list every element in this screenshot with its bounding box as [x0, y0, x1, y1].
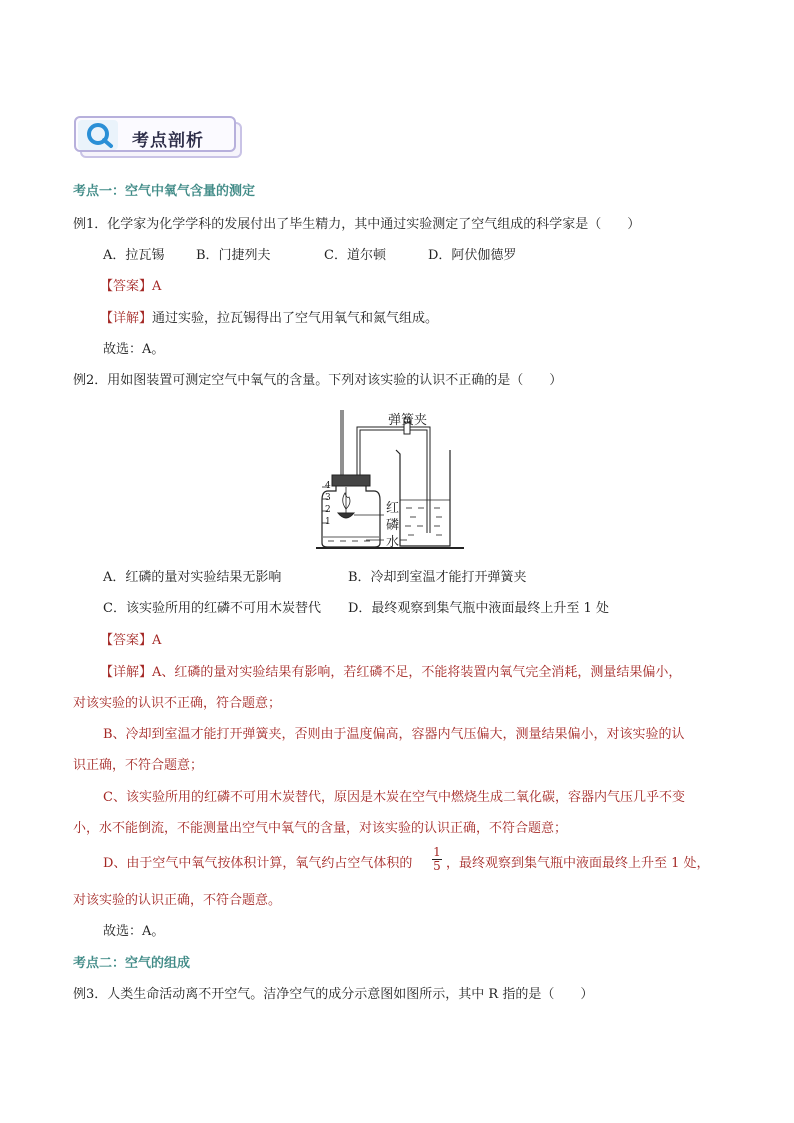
- q1-stem: 例1．化学家为化学学科的发展付出了毕生精力，其中通过实验测定了空气组成的科学家是（ ）: [73, 217, 641, 232]
- phosphorus-label-1: 红: [386, 501, 400, 516]
- q1-answer: [100, 278, 161, 296]
- q1-detail-text: 通过实验，拉瓦锡得出了空气用氧气和氮气组成。: [152, 311, 439, 326]
- q2-answer-tag: 【答案】: [100, 633, 153, 648]
- scale-3: 3: [325, 493, 331, 503]
- q2-detail-d-line1b: ，最终观察到集气瓶中液面最终上升至 1 处，: [446, 856, 710, 871]
- q1-detail-tag: 【详解】: [100, 311, 153, 326]
- q2-detail-tag: 【详解】: [100, 665, 153, 680]
- q2-detail-b-line2: 识正确，不符合题意；: [73, 758, 204, 773]
- banner-title: 考点剖析: [132, 131, 204, 151]
- q2-answer-value: A: [152, 633, 162, 648]
- fraction-numerator: 1: [433, 845, 441, 859]
- banner-frame: [74, 116, 236, 152]
- clip-label: 弹簧夹: [388, 413, 428, 428]
- search-icon: [84, 121, 118, 149]
- scale-4: 4: [325, 481, 331, 491]
- q1-option-a: A．拉瓦锡: [103, 248, 165, 263]
- q2-answer: [100, 632, 161, 650]
- q2-detail-a-text: A、红磷的量对实验结果有影响，若红磷不足，不能将装置内氧气完全消耗，测量结果偏小，: [152, 665, 682, 680]
- phosphorus-label-2: 磷: [386, 518, 400, 533]
- q2-option-b: B．冷却到室温才能打开弹簧夹: [348, 570, 527, 585]
- q2-option-d: D．最终观察到集气瓶中液面最终上升至 1 处: [348, 601, 609, 616]
- water-label: 水: [386, 535, 400, 550]
- q3-stem: 例3．人类生命活动离不开空气。洁净空气的成分示意图如图所示，其中 R 指的是（ ）: [73, 987, 594, 1002]
- q2-detail-c-line1: C、该实验所用的红磷不可用木炭替代，原因是木炭在空气中燃烧生成二氧化碳，容器内气压几乎不变: [103, 790, 685, 805]
- q2-detail-a-line2: 对该实验的认识不正确，符合题意；: [73, 696, 282, 711]
- q2-detail-d-line2: 对该实验的认识正确，不符合题意。: [73, 893, 282, 908]
- q2-option-c: C．该实验所用的红磷不可用木炭替代: [103, 601, 321, 616]
- q1-answer-value: A: [152, 279, 162, 294]
- q2-detail-a-line1: [100, 664, 681, 682]
- section-1-title: 考点一：空气中氧气含量的测定: [73, 184, 256, 199]
- section-banner: [74, 116, 240, 158]
- q1-detail: [100, 310, 438, 328]
- apparatus-figure: [300, 405, 490, 555]
- fraction-one-fifth: [432, 846, 442, 873]
- q1-option-c: C．道尔顿: [324, 248, 386, 263]
- q1-answer-tag: 【答案】: [100, 279, 153, 294]
- q1-choice: 故选：A。: [103, 342, 165, 357]
- q2-detail-b-line1: B、冷却到室温才能打开弹簧夹，否则由于温度偏高，容器内气压偏大，测量结果偏小，对该实验的认: [103, 727, 685, 742]
- scale-1: 1: [325, 517, 331, 527]
- section-2-title: 考点二：空气的组成: [73, 956, 191, 971]
- q2-detail-c-line2: 小，水不能倒流，不能测量出空气中氧气的含量，对该实验的认识正确，不符合题意；: [73, 821, 568, 836]
- q1-option-b: B．门捷列夫: [196, 248, 271, 263]
- scale-2: 2: [325, 505, 331, 515]
- q2-option-a: A．红磷的量对实验结果无影响: [103, 570, 282, 585]
- q2-stem: 例2．用如图装置可测定空气中氧气的含量。下列对该实验的认识不正确的是（ ）: [73, 373, 563, 388]
- q1-option-d: D．阿伏伽德罗: [428, 248, 517, 263]
- fraction-denominator: 5: [433, 859, 441, 873]
- q2-detail-d-line1a: D、由于空气中氧气按体积计算，氧气约占空气体积的: [103, 856, 413, 871]
- q2-choice: 故选：A。: [103, 924, 165, 939]
